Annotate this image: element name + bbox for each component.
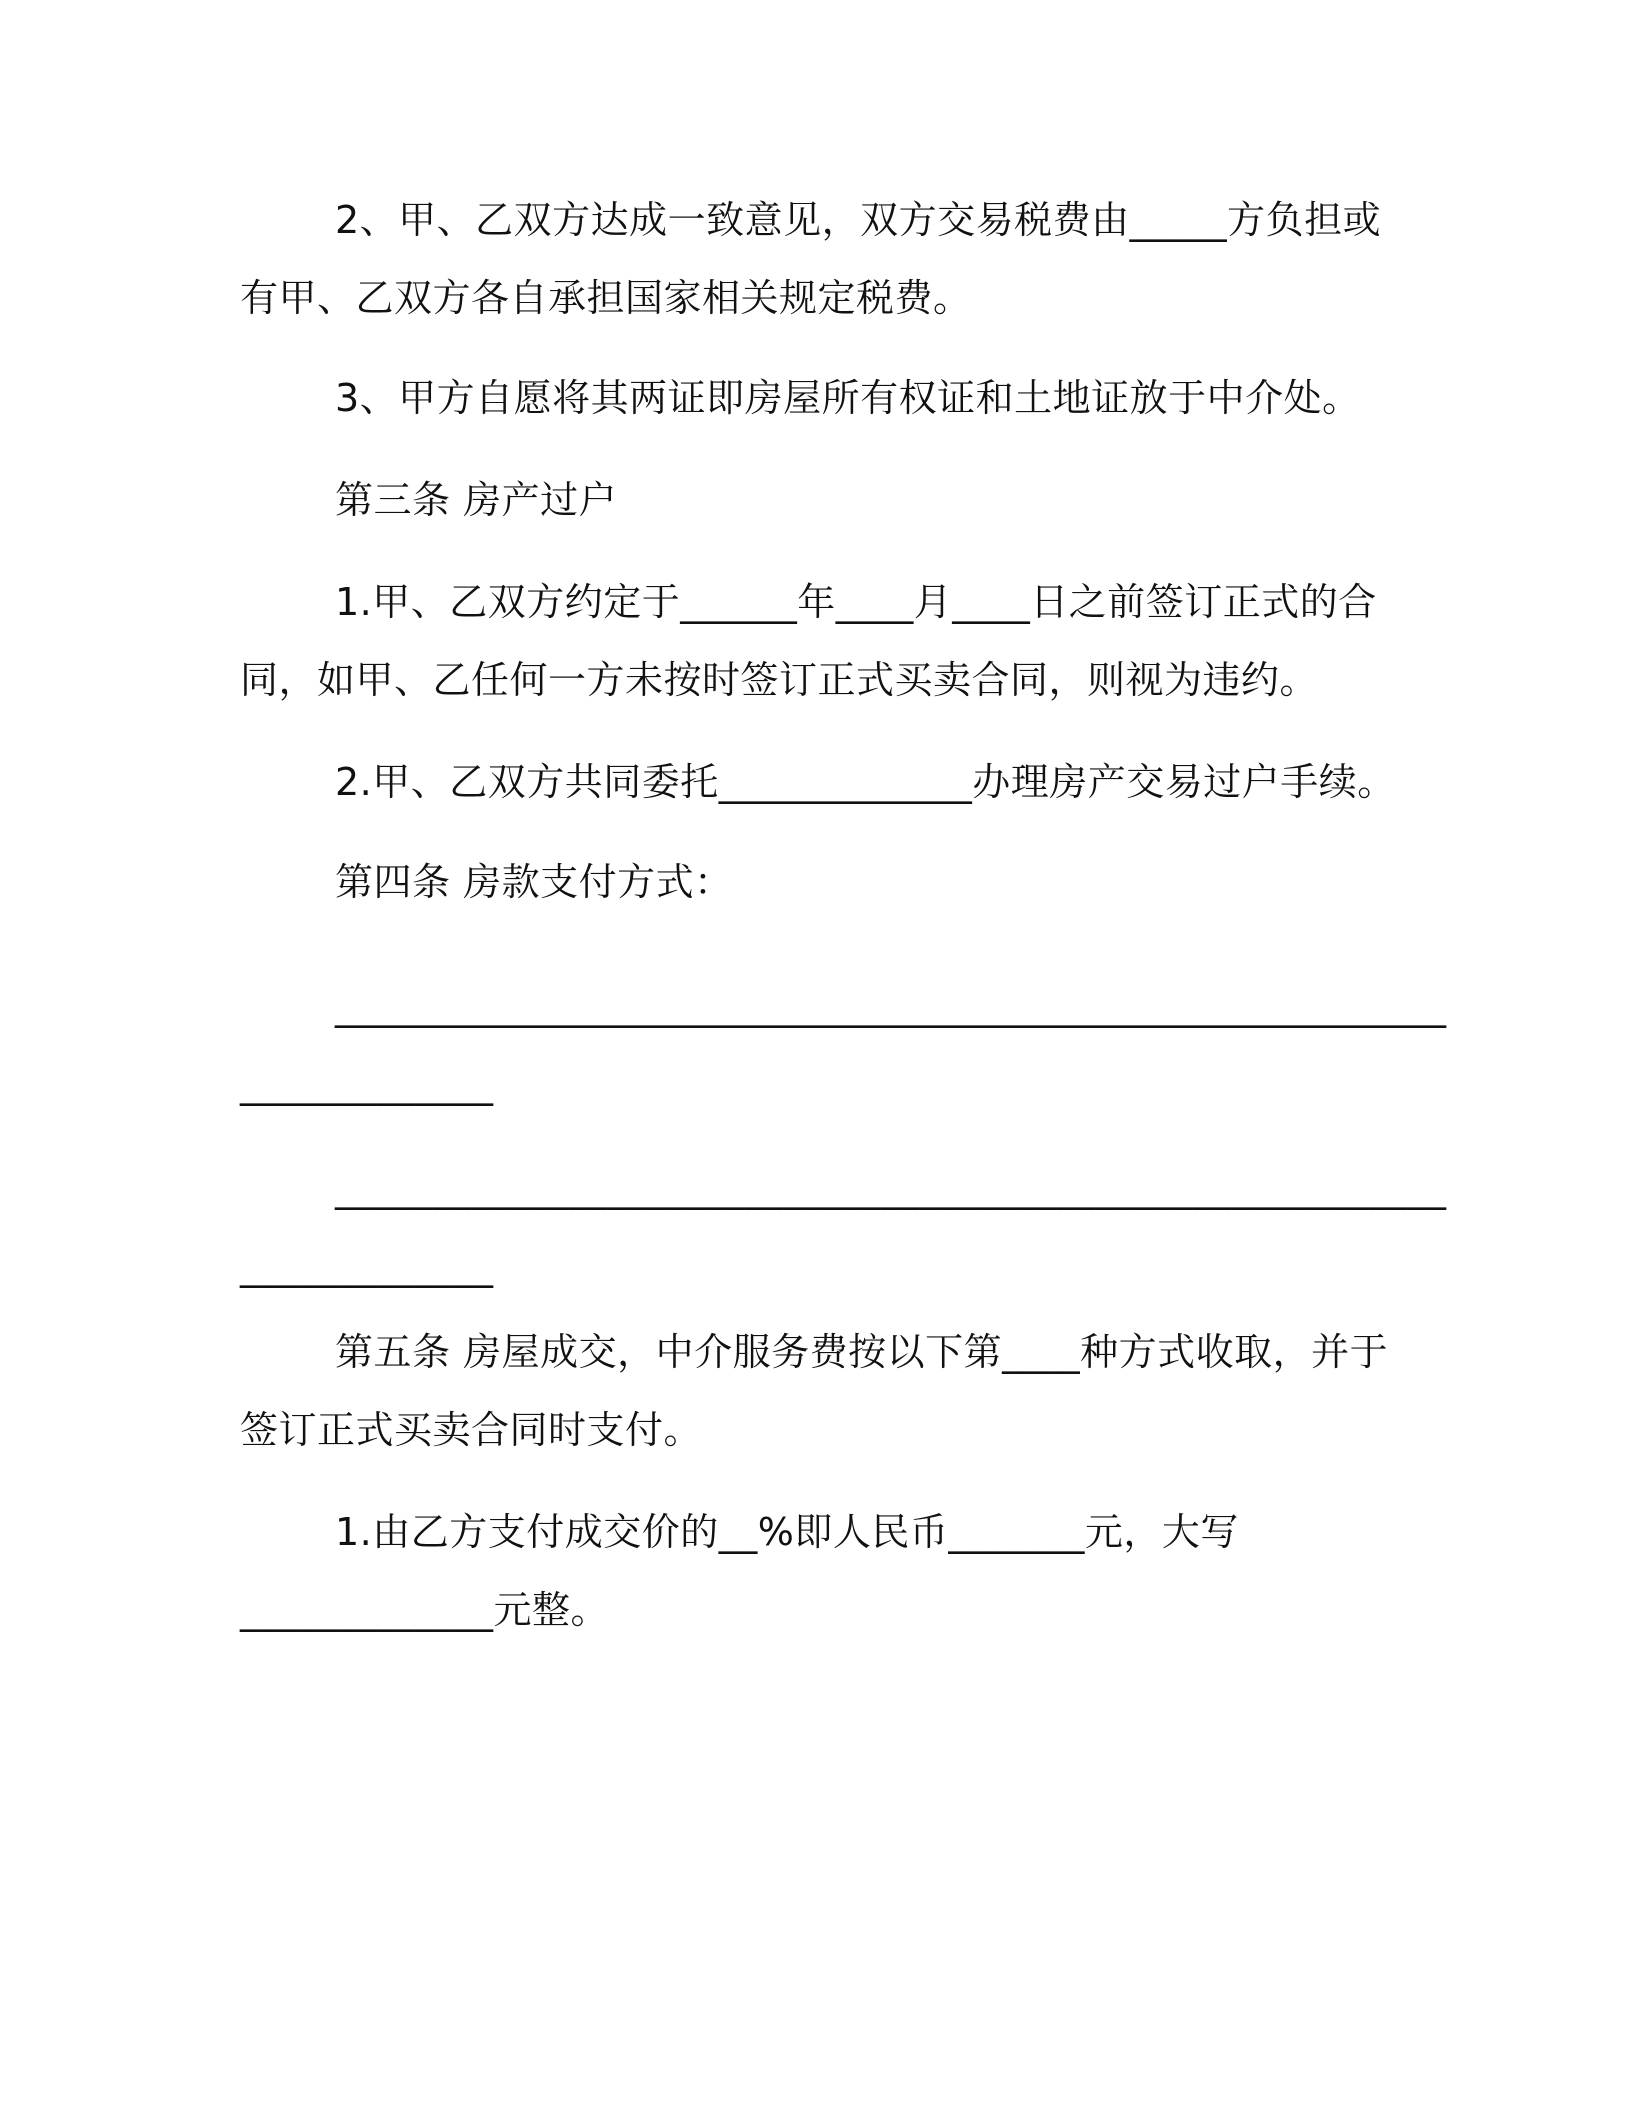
- article-five-line-1: 第五条 房屋成交，中介服务费按以下第____种方式收取，并于: [335, 1330, 1389, 1374]
- article-three-item-one-line-2: 同，如甲、乙任何一方未按时签订正式买卖合同，则视为违约。: [240, 658, 1319, 702]
- article-three-heading: 第三条 房产过户: [335, 478, 618, 522]
- paragraph-tax-line-2: 有甲、乙双方各自承担国家相关规定税费。: [240, 276, 972, 320]
- payment-blank-line-2: _________________________________________________________: [335, 1166, 1447, 1210]
- payment-blank-line-1-continued: _____________: [240, 1062, 494, 1106]
- article-four-heading: 第四条 房款支付方式：: [335, 860, 733, 904]
- article-five-item-one-line-1: 1.由乙方支付成交价的__%即人民币_______元，大写: [335, 1510, 1239, 1554]
- article-three-item-two-line-1: 2.甲、乙双方共同委托_____________办理房产交易过户手续。: [335, 760, 1396, 804]
- paragraph-certificates-line-1: 3、甲方自愿将其两证即房屋所有权证和土地证放于中介处。: [335, 376, 1361, 420]
- article-three-item-one-line-1: 1.甲、乙双方约定于______年____月____日之前签订正式的合: [335, 580, 1377, 624]
- paragraph-tax-line-1: 2、甲、乙双方达成一致意见，双方交易税费由_____方负担或: [335, 198, 1382, 242]
- article-five-item-one-line-2: _____________元整。: [240, 1588, 610, 1632]
- payment-blank-line-1: _________________________________________________________: [335, 984, 1447, 1028]
- article-five-line-2: 签订正式买卖合同时支付。: [240, 1408, 703, 1452]
- payment-blank-line-2-continued: _____________: [240, 1244, 494, 1288]
